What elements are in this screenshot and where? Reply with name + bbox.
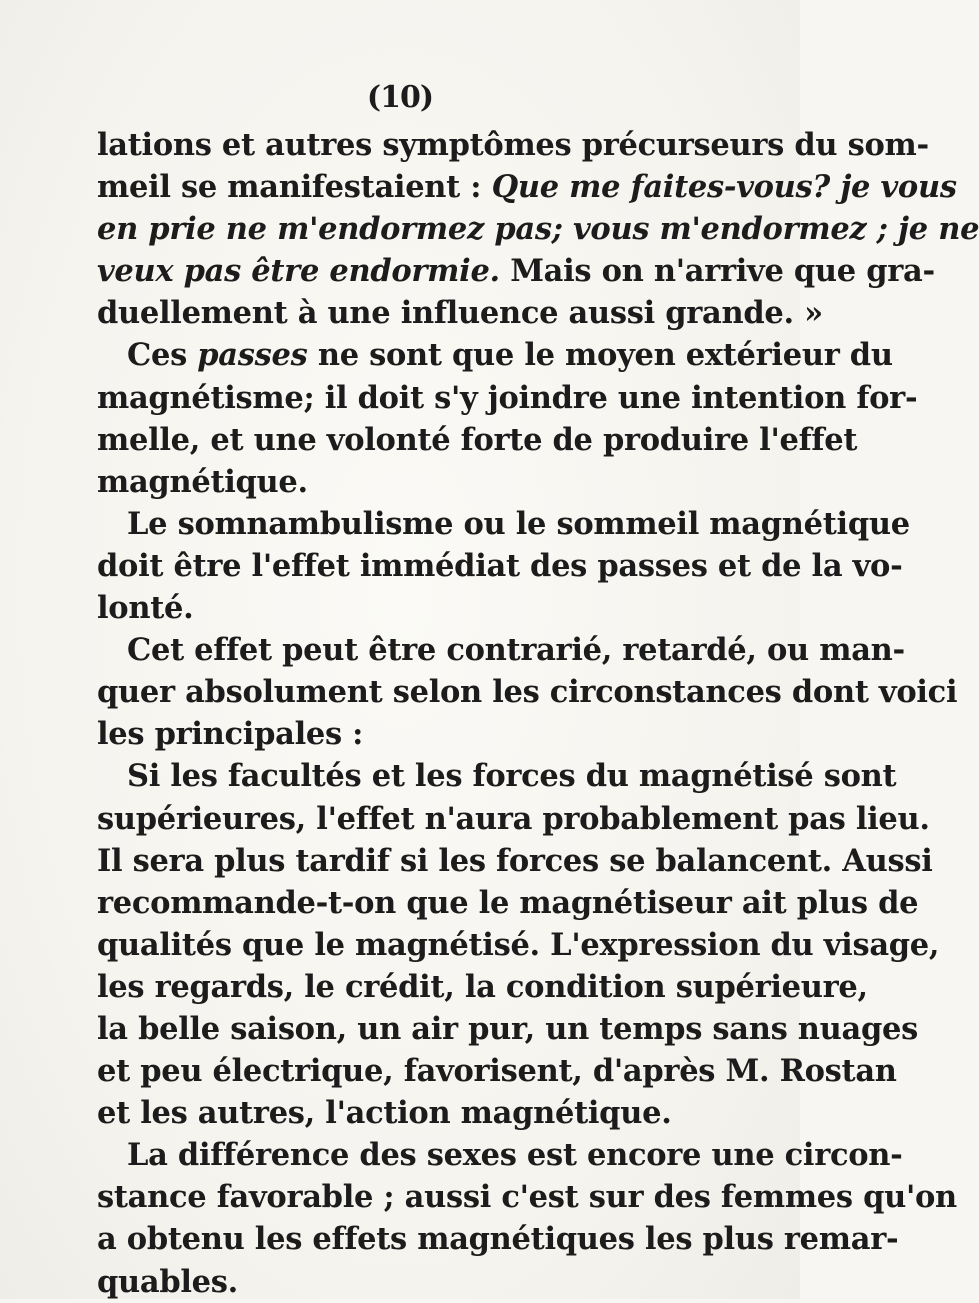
text-segment: Ces [127, 337, 198, 374]
page-number: (10) [366, 80, 434, 115]
text-line-15: les principales : [97, 716, 364, 753]
text-line-18: Il sera plus tardif si les forces se balancent. Aussi [97, 842, 933, 879]
text-segment: ne sont que le moyen extérieur du [307, 337, 893, 374]
text-line-10: Le somnambulisme ou le sommeil magnétique [127, 505, 910, 542]
text-line-7: magnétisme; il doit s'y joindre une intention for- [97, 379, 918, 416]
text-line-27: a obtenu les effets magnétiques les plus remar- [97, 1221, 899, 1258]
text-line-17: supérieures, l'effet n'aura probablement pas lieu. [97, 800, 930, 837]
text-line-14: quer absolument selon les circonstances dont voici [97, 674, 958, 711]
quoted-speech: Que me faites-vous? je vous [491, 169, 957, 206]
text-line-5: duellement à une influence aussi grande. » [97, 295, 823, 332]
text-line-4 [97, 250, 935, 292]
text-segment: Mais on n'arrive que gra- [499, 253, 935, 290]
text-line-16: Si les facultés et les forces du magnétisé sont [127, 758, 897, 795]
text-line-2 [97, 166, 957, 208]
text-line-25: La différence des sexes est encore une circon- [127, 1137, 903, 1174]
body-text [97, 124, 979, 1303]
text-line-12: lonté. [97, 590, 194, 627]
text-line-1: lations et autres symptômes précurseurs du som- [97, 127, 929, 163]
text-line-13: Cet effet peut être contrarié, retardé, ou man- [127, 632, 905, 669]
text-line-22: la belle saison, un air pur, un temps sans nuages [97, 1010, 918, 1047]
text-line-19: recommande-t-on que le magnétiseur ait plus de [97, 884, 919, 921]
text-line-26: stance favorable ; aussi c'est sur des femmes qu'on [97, 1179, 957, 1216]
emphasis-passes: passes [197, 337, 308, 374]
text-line-6 [97, 334, 893, 376]
text-line-8: melle, et une volonté forte de produire l'effet [97, 421, 858, 458]
text-line-23: et peu électrique, favorisent, d'après M. Rostan [97, 1053, 897, 1090]
text-line-20: qualités que le magnétisé. L'expression du visage, [97, 926, 940, 963]
text-line-21: les regards, le crédit, la condition supérieure, [97, 968, 868, 1005]
text-line-9: magnétique. [97, 463, 308, 500]
text-line-24: et les autres, l'action magnétique. [97, 1095, 672, 1132]
text-line-3: en prie ne m'endormez pas; vous m'endormez ; je ne [97, 211, 979, 248]
text-line-28: quables. [97, 1263, 238, 1300]
text-line-11: doit être l'effet immédiat des passes et de la vo- [97, 547, 903, 584]
quoted-speech: veux pas être endormie. [97, 253, 500, 290]
text-segment: meil se manifestaient : [97, 169, 492, 206]
